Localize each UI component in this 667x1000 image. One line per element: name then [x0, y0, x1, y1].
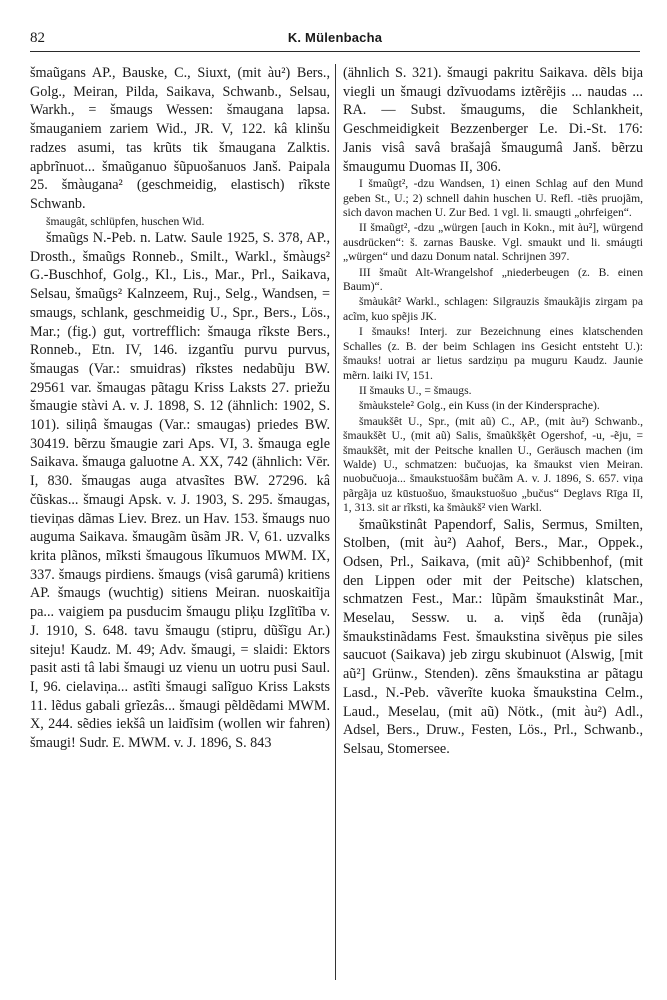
dictionary-entry: I šmauks! Interj. zur Bezeichnung eines klatschenden Schalles (z. B. der beim Schlagen ins Gesicht entsteht U.): šmauks! uotrai ar lietus sardziņu pa muguru Kaudz. Jaunie mẽrn. laiki IV, 151. [343, 325, 643, 382]
dictionary-entry: šmaũgs N.-Peb. n. Latw. Saule 1925, S. 378, AP., Drosth., šmaũgs Ronneb., Smilt., Warkl., šmàugs² G.-Buschhof, Golg., Kl., Lis., Mar., Prl., Saikava, Selsau, šmaũgs² Kalnzeem, Ruj., Selg., Wandsen, = smaugs, schlank, geschmeidig U., Spr., Bers., Lös., Mar.; (fig.) gut, vortrefflich: šmauga rĩkste Bers., Ronneb., Etn. IV, 146. izgantĩu purvu purvus, šmaugas (Var.: smuidras) rĩkstes nedabũju BW. 29561 var. šmaugas pãtagu Kriss Laksts 27. priežu šmaugie stàvi A. v. J. 1898, S. 12 (ähnlich: 1902, S. 101). siliņâ šmaugas (Var.: smaugas) priedes BW. 30419. bẽrzu šmaugie zari Aps. VI, 3. šmauga egle Saikava. šmauga galuotne A. XX, 742 (ähnlich: Vēr. I, 830. šmaugas auga atvasĩtes BW. 27296. kâ čũskas... šmaugi Apsk. v. J. 1903, S. 295. šmaugas, tieviņas dãmas Liev. Brez. un Hav. 153. šmaugs nuo auguma Saikava. šmaugãm ũsãm JR. V, 61. uzvalks krita plãnos, mĩksti šmaugous lĩkumuos MWM. IX, 337. šmaugs pirdiens. šmaugs (visâ garumâ) kritiens AP. šmaugs (wuchtig) sitiens Meiran. nuoskaitĩja pa... vaigiem pa pusducim šmaugu pliķu Izglĩtĩba v. J. 1910, S. 648. tavu šmaugu (stipru, dũšĩgu Ar.) siteju! Kaudz. M. 49; Adv. šmaugi, = slaidi: Ektors pasit asti tâ labi šmaugi uz vienu un uotru pusi Saul. I, 96. cielaviņa... astĩti šmaugi salĩguo Kriss Laksts 11. lẽdus gabali grĩezâs... šmaugi pẽldẽdami MWM. X, 244. sẽdies iekšâ un laidĩsim (wollen wir fahren) šmaugi! Sudr. E. MWM. v. J. 1896, S. 843 [30, 230, 330, 752]
dictionary-entry: II šmauks U., = šmaugs. [359, 383, 472, 397]
dictionary-entry: šmàukstele² Golg., ein Kuss (in der Kindersprache). [359, 399, 600, 413]
column-divider [335, 64, 336, 980]
dictionary-entry: II šmaũgt², -dzu „würgen [auch in Kokn., mit àu²], würgend ausdrücken“: š. zarnas Bauske. Vgl. smaukt und li. smáugti „würgen“ und dazu Donum natal. Schrijnen 397. [343, 221, 643, 264]
running-head: K. Mülenbacha [287, 30, 383, 45]
dictionary-entry: šmàukât² Warkl., schlagen: Silgrauzis šmaukãjis zirgam pa acĩm, kuo spẽjis JK. [343, 295, 643, 323]
left-column [30, 64, 330, 982]
dictionary-entry: šmaũkstinât Papendorf, Salis, Sermus, Smilten, Stolben, (mit àu²) Aahof, Bers., Mar., Oppek., Odsen, Prl., Saikava, (mit aũ)² Schibbenhof, (mit den Lippen oder mit der Peitsche) klatschen, schmatzen Fest., Mar.: lũpãm šmaukstinât Mar., Meselau, Sessw. u. a. viņš ẽda (runãja) šmaukstinãdams Fest. šmaukstina sivẽņus pie siles saucuot (Saikava) jeb zirgu skubinuot (Alswig, [mit aũ²] Grünw., Stenden). zẽns šmaukstina ar pãtagu Lasd., N.-Peb. vãverĩte kuoka šmaukstina Celm., Laud., Meselau, (mit aũ) Nötk., (mit àu²) Adl., Adsel, Bers., Druw., Festen, Lös., Prl., Schwanb., Selsau, Stomersee. [343, 516, 643, 757]
dictionary-entry: šmaukšêt U., Spr., (mit aũ) C., AP., (mit àu²) Schwanb., šmaukšẽt U., (mit aũ) Salis, šmaũkšķêt Ogershof, -u, -ẽju, = šmaukšẽt, mit der Peitsche knallen U., Geräusch machen (im Walde) U., schmatzen: bučuojas, ka šmaukst vien Meiran. nuobučuoja... šmaukstuošâm bučãm A. v. J. 1896, S. 657. viņa pãrgãja uz kūstuošuo, šmaukstuošuo „bučus“ Deglavs Rīga II, 1, 313. sit ar rĩksti, ka šmàukš² vien Warkl. [343, 414, 643, 515]
right-column [343, 64, 643, 982]
dictionary-entry: šmaũgans AP., Bauske, C., Siuxt, (mit àu²) Bers., Golg., Meiran, Pilda, Saikava, Schwanb., Selsau, Warkh., = šmaugs Wessen: šmaugana lapsa. šmauganiem zariem Wid., JR. V, 122. kâ klinšu radzes asumi, tas krũts tik šmaugana Zalktis. apbrĩnuot... šmaũganuo šũpuošanuos Janš. Paipala 25. šmàugana² (geschmeidig, elastisch) rĩkste Schwanb. [30, 65, 330, 212]
dictionary-entry: III šmaũt Alt-Wrangelshof „niederbeugen (z. B. einen Baum)“. [343, 265, 643, 294]
header-rule [30, 51, 640, 52]
dictionary-entry: (ähnlich S. 321). šmaugi pakritu Saikava. dẽls bija viegli un šmaugi dzĩvuodams iztẽrẽjis ... naudas ... RA. — Subst. šmaugums, die Schlankheit, Geschmeidigkeit Bezzenberger Le. Di.-St. 176: Janis visâ savâ brašajâ šmaugumâ Janš. bẽrzu šmaugumu Duomas II, 306. [343, 65, 643, 175]
page-number: 82 [30, 30, 45, 46]
page-header [30, 26, 640, 54]
dictionary-entry: šmaugât, schlüpfen, huschen Wid. [46, 214, 205, 228]
dictionary-entry: I šmaũgt², -dzu Wandsen, 1) einen Schlag auf den Mund geben St., U.; 2) schnell dahin huschen U. Refl. -tiẽs pruojãm, sich davon machen U. Zur Bed. 1 vgl. li. smaugti „ohrfeigen“. [343, 177, 643, 220]
